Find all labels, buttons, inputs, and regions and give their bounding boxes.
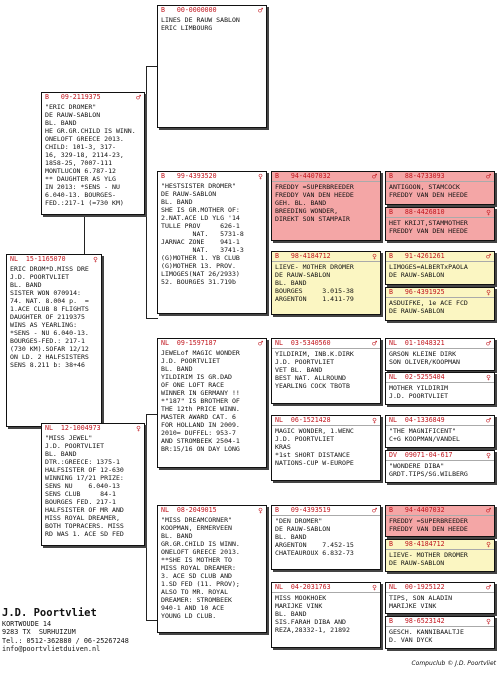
pedigree-card-g5-7[interactable] bbox=[385, 415, 495, 448]
ring-number: B 98-4184712 bbox=[275, 252, 331, 260]
male-icon: ♂ bbox=[136, 93, 141, 102]
card-text: ANTIGOON, STAMCOCK FREDDY VAN DEN HEEDE bbox=[386, 181, 494, 199]
card-text: MOTHER YILDIRIM J.D. POORTVLIET bbox=[386, 382, 494, 400]
female-icon: ♀ bbox=[486, 451, 491, 460]
card-text: JEWELof MAGIC WONDER J.D. POORTVLIET BL. BAND YILDIRIM IS GR.DAD OF ONE LOFT RACE WINNER IN GERMANY !! *"187" IS BROTHER OF THE 12th PRICE WINN. MASTER AWARD CAT. 6 FOR HOLLAND IN 2009. 2010= DUFFEL: 953-7 AND STROMBEEK 2504-1 BR:15/16 ON DAY LONG bbox=[161, 349, 240, 453]
female-icon: ♀ bbox=[372, 416, 377, 425]
breeder-name: J.D. Poortvliet bbox=[2, 607, 97, 619]
male-icon: ♂ bbox=[258, 6, 263, 15]
male-icon: ♂ bbox=[486, 416, 491, 425]
pedigree-card-ggd-2[interactable] bbox=[271, 415, 381, 481]
ring-number: NL 00-1925122 bbox=[389, 583, 445, 591]
male-icon: ♂ bbox=[372, 339, 377, 348]
ring-number: NL 03-5340560 bbox=[275, 339, 331, 347]
pedigree-card-sire[interactable] bbox=[41, 92, 145, 215]
ring-number: B 98-6523142 bbox=[389, 617, 445, 625]
card-text: "WONDERE DIBA" GRDT.TIPS/SG.WILBERG bbox=[386, 460, 494, 478]
ring-number: NL 01-1048321 bbox=[389, 339, 445, 347]
female-icon: ♀ bbox=[372, 583, 377, 592]
pedigree-card-ggs-2[interactable] bbox=[271, 338, 381, 404]
card-text: MAGIC WONDER, 1.WENC J.D. POORTVLIET KRAS *1st SHORT DISTANCE NATIONS-CUP W-EUROPE bbox=[272, 425, 380, 467]
pedigree-card-ggd-3[interactable] bbox=[271, 582, 381, 648]
connector-line bbox=[146, 414, 147, 620]
ring-number: B 09-2119375 bbox=[45, 93, 101, 101]
pedigree-card-g5-3[interactable] bbox=[385, 251, 495, 285]
pedigree-card-g5-12[interactable] bbox=[385, 616, 495, 649]
ring-number: NL 04-2031763 bbox=[275, 583, 331, 591]
pedigree-card-g5-6[interactable] bbox=[385, 372, 495, 405]
ring-number: B 00-0000000 bbox=[161, 6, 217, 14]
female-icon: ♀ bbox=[486, 373, 491, 382]
male-icon: ♂ bbox=[372, 172, 377, 181]
ring-number: DV 09071-04-617 bbox=[389, 451, 453, 459]
pedigree-card-g5-1[interactable] bbox=[385, 171, 495, 205]
card-text: GESCH. KANNIBAALTJE D. VAN DYCK bbox=[386, 626, 494, 644]
pedigree-card-gs-1[interactable] bbox=[157, 5, 267, 128]
ring-number: B 94-4407032 bbox=[389, 506, 445, 514]
card-text: "HESTSISTER DROMER" DE RAUW-SABLON BL. BAND SHE IS GR.MOTHER OF: 2.NAT.ACE LD YLG '14 TULLE PROV 626-1 NAT. 5731-8 JARNAC ZONE 941-1 NAT. 3741-3 (G)MOTHER 1. YB CLUB (G)MOTHER 13. PROV. LIMOGES(NAT 26/2933) 52. BOURGES 31.719b bbox=[161, 182, 244, 286]
pedigree-card-dam[interactable] bbox=[41, 423, 145, 546]
pedigree-card-g5-2[interactable] bbox=[385, 207, 495, 241]
pedigree-card-ggs-3[interactable] bbox=[271, 505, 381, 570]
ring-number: B 99-4393520 bbox=[161, 172, 217, 180]
pedigree-card-g5-8[interactable] bbox=[385, 450, 495, 483]
card-text: TIPS, SON ALADIN MARIJKE VINK bbox=[386, 592, 494, 610]
card-text: ERIC DROM*D.MISS DRE J.D. POORTVLIET BL. BAND SISTER WON 070914: 74. NAT. 8.004 p. = 1.ACE CLUB 8 FLIGHTS DAUGHTER OF 2119375 WINS AS YEARLING: *SENS - NU 6.040-13. BOURGES-FED.: 217-1 (730 KM).SOFAR 12/12 ON LD. 2 HALFSISTERS SENS 8.211 b: 38+46 bbox=[10, 265, 89, 369]
female-icon: ♀ bbox=[372, 252, 377, 261]
ring-number: B 88-4733093 bbox=[389, 172, 445, 180]
ring-number: B 88-4426810 bbox=[389, 208, 445, 216]
pedigree-card-gd-2[interactable] bbox=[157, 505, 267, 633]
ring-number: B 96-4391925 bbox=[389, 288, 445, 296]
card-text: "THE MAGNIFICENT" C+G KOOPMAN/VANDEL bbox=[386, 425, 494, 443]
pedigree-card-g5-5[interactable] bbox=[385, 338, 495, 371]
card-text: LIEVE- MOTHER DROMER DE RAUW-SABLON BL. BAND BOURGES 3.015-38 ARGENTON 1.411-79 bbox=[272, 261, 380, 303]
breeder-info bbox=[2, 607, 129, 654]
connector-line bbox=[146, 318, 158, 319]
card-text: "DEN DROMER" DE RAUW-SABLON BL. BAND ARGENTON 7.452-15 CHATEAUROUX 6.832-73 bbox=[272, 515, 380, 557]
card-text: LIMOGES=ALBERTxPAOLA DE RAUW-SABLON bbox=[386, 261, 494, 279]
card-text: LIEVE- MOTHER DROMER DE RAUW-SABLON bbox=[386, 549, 494, 567]
ring-number: NL 02-5255404 bbox=[389, 373, 445, 381]
male-icon: ♂ bbox=[486, 252, 491, 261]
card-text: YILDIRIM, INB.K.DIRK J.D. POORTVLIET VET BL. BAND BEST NAT. ALLROUND YEARLING COCK TBOTB bbox=[272, 348, 380, 390]
pedigree-card-gs-2[interactable] bbox=[157, 338, 267, 468]
pedigree-card-ggd-1[interactable] bbox=[271, 251, 381, 315]
card-text: "MISS DREAMCORNER" KOOPMAN, ERMERVEEN BL. BAND GR.GR.CHILD IS WINN. ONELOFT GREECE 2013. **SHE IS MOTHER TO MISS ROYAL DREAMER: 3. ACE SD CLUB AND 1.SD FED (11. PROV); ALSO TO MR. ROYAL DREAMER: STROMBEEK 940-1 AND 10 ACE YOUNG LD CLUB. bbox=[161, 516, 240, 620]
ring-number: NL 06-1521428 bbox=[275, 416, 331, 424]
card-text: HET KRIJT,STAMMOTHER FREDDY VAN DEN HEEDE bbox=[386, 217, 494, 235]
female-icon: ♀ bbox=[486, 208, 491, 217]
ring-number: NL 04-1336849 bbox=[389, 416, 445, 424]
card-text: FREDDY =SUPERBREEDER FREDDY VAN DEN HEEDE bbox=[386, 515, 494, 533]
pedigree-card-subject[interactable] bbox=[6, 254, 102, 427]
pedigree-card-g5-10[interactable] bbox=[385, 539, 495, 572]
female-icon: ♀ bbox=[258, 506, 263, 515]
card-text: ASDUIFKE, 1e ACE FCD DE RAUW-SABLON bbox=[386, 297, 494, 315]
pedigree-card-g5-4[interactable] bbox=[385, 287, 495, 321]
male-icon: ♂ bbox=[486, 583, 491, 592]
male-icon: ♂ bbox=[372, 506, 377, 515]
pedigree-card-g5-11[interactable] bbox=[385, 582, 495, 614]
breeder-address: KORTWOUDE 14 9283 TX SURHUIZUM Tel.: 0512-362880 / 06-25267248 info@poortvlietduiven.nl bbox=[2, 620, 129, 654]
male-icon: ♂ bbox=[486, 339, 491, 348]
female-icon: ♀ bbox=[486, 288, 491, 297]
ring-number: NL 08-2049015 bbox=[161, 506, 217, 514]
pedigree-card-ggs-1[interactable] bbox=[271, 171, 381, 241]
card-text: LINES DE RAUW SABLON ERIC LIMBOURG bbox=[161, 16, 240, 32]
card-text: FREDDY =SUPERBREEDER FREDDY VAN DEN HEEDE GEH. BL. BAND BREEDING WONDER, DIREKT SON STAMPAIR bbox=[272, 181, 380, 223]
card-text: "MISS JEWEL" J.D. POORTVLIET BL. BAND DTR.:GREECE: 1375-1 HALFSISTER OF 12-630 WINNING 17/21 PRIZE: SENS NU 6.040-13 SENS CLUB 84-1 BOURGES FED. 217-1 HALFSISTER OF MR AND MISS ROYAL DREAMER, BOTH TOPRACERS. MISS RD WAS 1. ACE SD FED bbox=[45, 434, 124, 538]
female-icon: ♀ bbox=[136, 424, 141, 433]
ring-number: NL 15-1165070 bbox=[10, 255, 66, 263]
ring-number: B 91-4261261 bbox=[389, 252, 445, 260]
copyright-credit: Compuclub © J.D. Poortvliet bbox=[411, 660, 496, 667]
male-icon: ♂ bbox=[258, 339, 263, 348]
ring-number: B 09-4393519 bbox=[275, 506, 331, 514]
pedigree-card-g5-9[interactable] bbox=[385, 505, 495, 537]
female-icon: ♀ bbox=[93, 255, 98, 264]
female-icon: ♀ bbox=[486, 617, 491, 626]
card-text: MISS MOOKHOEK MARIJKE VINK BL. BAND SIS.FARAH DIBA AND REZA,28332-1, 21892 bbox=[272, 592, 380, 634]
female-icon: ♀ bbox=[486, 540, 491, 549]
connector-line bbox=[146, 66, 147, 318]
male-icon: ♂ bbox=[486, 506, 491, 515]
ring-number: NL 12-1004973 bbox=[45, 424, 101, 432]
ring-number: NL 09-1597187 bbox=[161, 339, 217, 347]
pedigree-card-gd-1[interactable] bbox=[157, 171, 267, 314]
ring-number: B 98-4184712 bbox=[389, 540, 445, 548]
card-text: GRSON KLEINE DIRK SON OLIVER/KOOPMAN bbox=[386, 348, 494, 366]
card-text: "ERIC DROMER" DE RAUW-SABLON BL. BAND HE GR.GR.CHILD IS WINN. ONELOFT GREECE 2013. CHILD: 101-3, 317- 16, 329-18, 2114-23, 1858-25, 7007-111 MONTLUCON 6.787-12 ** DAUGHTER AS YLG IN 2013: *SENS - NU 6.040-13. BOURGES- FED.:217-1 (=730 KM) bbox=[45, 103, 136, 207]
female-icon: ♀ bbox=[258, 172, 263, 181]
ring-number: B 94-4407032 bbox=[275, 172, 331, 180]
male-icon: ♂ bbox=[486, 172, 491, 181]
